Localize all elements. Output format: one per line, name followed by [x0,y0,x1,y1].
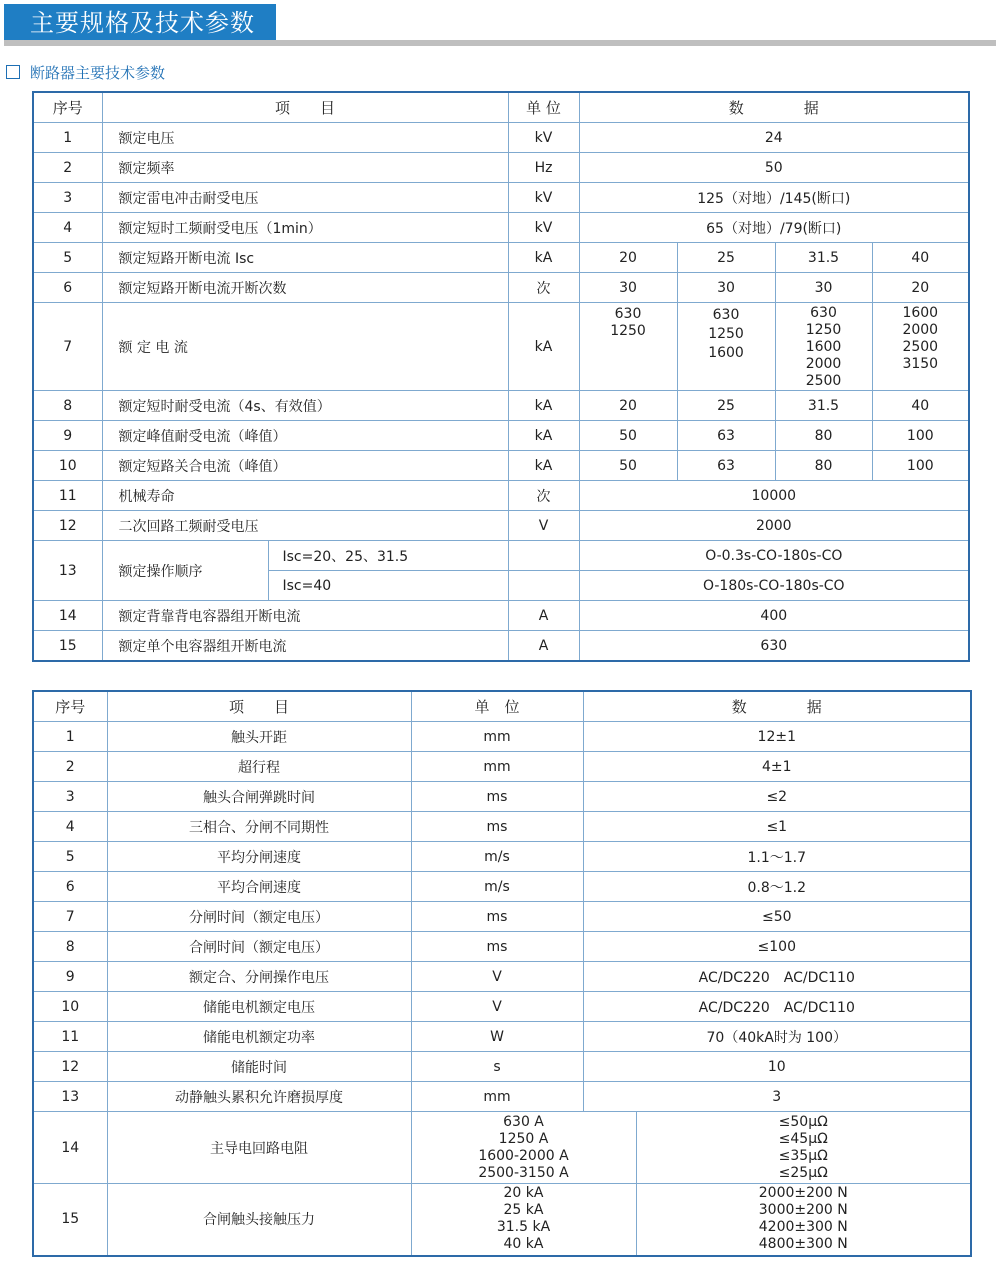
row-unit: mm [411,752,583,782]
row-no: 7 [33,303,102,391]
row-value: 4±1 [583,752,971,782]
row-value: ≤50 [583,902,971,932]
value-line: ≤35μΩ [778,1147,828,1164]
row-item: 额定短路开断电流开断次数 [102,273,508,303]
row-item: 超行程 [107,752,411,782]
value-line: 2500 [805,373,842,389]
value-line: 1250 [708,326,744,342]
row-unit: V [411,992,583,1022]
value-line: 4800±300 N [758,1236,848,1253]
row-unit: kA [508,391,579,421]
row-no: 6 [33,273,102,303]
row-unit: ms [411,902,583,932]
row-value-4: 40 [872,391,969,421]
section-title [6,62,165,84]
row-unit [508,541,579,571]
value-line: 20 kA [503,1185,544,1202]
row-item: 机械寿命 [102,481,508,511]
row-value: 70（40kA时为 100） [583,1022,971,1052]
row-no: 13 [33,541,102,601]
row-unit: kA [508,303,579,391]
value-line: 4200±300 N [758,1219,848,1236]
value-line: ≤25μΩ [778,1164,828,1181]
value-line: 31.5 kA [496,1219,551,1236]
row-value: 0.8～1.2 [583,872,971,902]
header-item: 项 目 [107,691,411,722]
rated-current-col-1 [579,303,677,391]
row-value-4: 100 [872,421,969,451]
header-no: 序号 [33,691,107,722]
row-unit: m/s [411,842,583,872]
row-unit: kV [508,183,579,213]
row-no: 8 [33,932,107,962]
row-value-2: 30 [677,273,775,303]
header-data: 数 据 [583,691,971,722]
row-value: 1.1～1.7 [583,842,971,872]
row-unit: m/s [411,872,583,902]
value-line: 630 [712,307,740,323]
row-value: 50 [579,153,969,183]
row-item: 主导电回路电阻 [107,1112,411,1184]
row-value-3: 31.5 [775,243,872,273]
row-no: 14 [33,1112,107,1184]
row-value-3: 30 [775,273,872,303]
value-line: ≤45μΩ [778,1130,828,1147]
value-line: 2500 [902,339,939,355]
square-bullet-icon [6,65,20,79]
table-row [33,153,969,183]
row-value-1: 50 [579,451,677,481]
row-value: O-0.3s-CO-180s-CO [579,541,969,571]
row-value: 3 [583,1082,971,1112]
row-value: 10000 [579,481,969,511]
rated-current-col-2 [677,303,775,391]
row-value: 65（对地）/79(断口) [579,213,969,243]
row-no: 5 [33,243,102,273]
row-item: 平均分闸速度 [107,842,411,872]
breaker-parameters-table [32,91,970,662]
row-no: 13 [33,1082,107,1112]
table-row [33,213,969,243]
value-line: 3150 [902,356,939,372]
value-line: 1600 [708,345,744,361]
row-item: 额定频率 [102,153,508,183]
row-unit: W [411,1022,583,1052]
row-value-3: 80 [775,451,872,481]
table-row [33,962,971,992]
row-no: 12 [33,511,102,541]
row-item: 储能电机额定电压 [107,992,411,1022]
table-row [33,722,971,752]
title-underline [4,40,996,46]
header-data: 数 据 [579,92,969,123]
table-row [33,812,971,842]
row-item: 触头开距 [107,722,411,752]
row-subitem: Isc=40 [268,571,508,601]
table-row [33,1022,971,1052]
row-item: 合闸触头接触压力 [107,1184,411,1256]
pressure-value-list [636,1184,971,1256]
row-no: 10 [33,992,107,1022]
table-header-row [33,92,969,123]
value-line: 25 kA [503,1202,544,1219]
row-no: 4 [33,213,102,243]
row-value: AC/DC220 AC/DC110 [583,962,971,992]
row-item: 储能电机额定功率 [107,1022,411,1052]
row-unit: 次 [508,273,579,303]
row-item: 额定合、分闸操作电压 [107,962,411,992]
row-no: 9 [33,421,102,451]
table-row [33,123,969,153]
row-item: 额定短路开断电流 Isc [102,243,508,273]
row-value: 10 [583,1052,971,1082]
row-item: 额定背靠背电容器组开断电流 [102,601,508,631]
row-no: 14 [33,601,102,631]
value-line: 1600 [902,305,939,321]
row-item: 合闸时间（额定电压） [107,932,411,962]
row-value: ≤2 [583,782,971,812]
row-no: 2 [33,153,102,183]
row-value: O-180s-CO-180s-CO [579,571,969,601]
row-value-3: 80 [775,421,872,451]
row-value-1: 30 [579,273,677,303]
row-value: ≤100 [583,932,971,962]
row-value: 24 [579,123,969,153]
row-value: 630 [579,631,969,662]
table-row [33,932,971,962]
pressure-current-list [411,1184,636,1256]
row-value-4: 100 [872,451,969,481]
row-no: 12 [33,1052,107,1082]
header-item: 项 目 [102,92,508,123]
row-unit: mm [411,722,583,752]
row-value-2: 25 [677,243,775,273]
value-line: 1600-2000 A [478,1147,569,1164]
table-row [33,992,971,1022]
value-line: 2500-3150 A [478,1164,569,1181]
row-item: 额定雷电冲击耐受电压 [102,183,508,213]
value-line: 40 kA [503,1236,544,1253]
value-line: ≤50μΩ [778,1113,828,1130]
value-line: 1600 [805,339,842,355]
row-no: 11 [33,481,102,511]
table-row [33,243,969,273]
row-value: AC/DC220 AC/DC110 [583,992,971,1022]
row-unit: ms [411,782,583,812]
rated-current-col-4 [872,303,969,391]
row-value-3: 31.5 [775,391,872,421]
row-item: 三相合、分闸不同期性 [107,812,411,842]
row-item: 额定峰值耐受电流（峰值） [102,421,508,451]
row-value: 125（对地）/145(断口) [579,183,969,213]
page-title: 主要规格及技术参数 [4,4,276,42]
table-row [33,303,969,391]
row-unit: kV [508,123,579,153]
row-unit: s [411,1052,583,1082]
row-value-4: 40 [872,243,969,273]
value-line: 630 [614,306,642,322]
table-row [33,183,969,213]
row-no: 3 [33,183,102,213]
row-no: 5 [33,842,107,872]
row-item: 分闸时间（额定电压） [107,902,411,932]
row-unit: V [411,962,583,992]
row-no: 6 [33,872,107,902]
value-line: 630 A [503,1113,544,1130]
row-no: 15 [33,1184,107,1256]
table-row [33,902,971,932]
row-item: 额定短时工频耐受电压（1min） [102,213,508,243]
table-row [33,511,969,541]
row-unit: 次 [508,481,579,511]
row-item: 动静触头累积允许磨损厚度 [107,1082,411,1112]
table-row [33,752,971,782]
row-item: 平均合闸速度 [107,872,411,902]
row-value-2: 25 [677,391,775,421]
value-line: 2000 [805,356,842,372]
row-value: ≤1 [583,812,971,842]
row-item: 触头合闸弹跳时间 [107,782,411,812]
value-line: 1250 [610,323,646,339]
row-value-1: 20 [579,243,677,273]
value-line: 2000±200 N [758,1185,848,1202]
header-no: 序号 [33,92,102,123]
row-unit: kA [508,421,579,451]
row-no: 4 [33,812,107,842]
row-unit: ms [411,812,583,842]
row-no: 15 [33,631,102,662]
row-unit: A [508,631,579,662]
table-row [33,1052,971,1082]
mechanical-parameters-table [32,690,972,1257]
row-subitem: Isc=20、25、31.5 [268,541,508,571]
table-row [33,451,969,481]
row-unit: A [508,601,579,631]
row-unit: kA [508,243,579,273]
section-title-text: 断路器主要技术参数 [30,64,166,82]
rated-current-col-3 [775,303,872,391]
row-value: 400 [579,601,969,631]
table-row [33,541,969,571]
row-value-2: 63 [677,421,775,451]
row-item: 额定电压 [102,123,508,153]
row-no: 3 [33,782,107,812]
row-no: 7 [33,902,107,932]
table-row [33,273,969,303]
row-no: 8 [33,391,102,421]
table-row [33,481,969,511]
value-line: 2000 [902,322,939,338]
row-no: 10 [33,451,102,481]
table-row [33,421,969,451]
row-unit: kV [508,213,579,243]
table-row [33,872,971,902]
row-unit: kA [508,451,579,481]
table-row [33,391,969,421]
row-no: 11 [33,1022,107,1052]
row-unit: Hz [508,153,579,183]
header-unit: 单 位 [411,691,583,722]
table-row [33,1082,971,1112]
row-value-1: 50 [579,421,677,451]
table-row [33,842,971,872]
row-item: 额定短路关合电流（峰值） [102,451,508,481]
row-no: 9 [33,962,107,992]
row-value: 2000 [579,511,969,541]
row-item: 额定单个电容器组开断电流 [102,631,508,662]
row-item: 额定操作顺序 [102,541,268,601]
value-line: 1250 [805,322,842,338]
header-unit: 单 位 [508,92,579,123]
row-unit: V [508,511,579,541]
row-value-4: 20 [872,273,969,303]
row-item: 储能时间 [107,1052,411,1082]
table-row [33,782,971,812]
table-row [33,601,969,631]
resistance-current-list [411,1112,636,1184]
value-line: 630 [810,305,837,321]
table-row [33,1184,971,1256]
value-line: 1250 A [498,1130,549,1147]
row-no: 2 [33,752,107,782]
row-unit [508,571,579,601]
row-unit: ms [411,932,583,962]
row-item: 额 定 电 流 [102,303,508,391]
row-unit: mm [411,1082,583,1112]
row-value-1: 20 [579,391,677,421]
value-line: 3000±200 N [758,1202,848,1219]
row-no: 1 [33,722,107,752]
table-header-row [33,691,971,722]
table-row [33,1112,971,1184]
row-value-2: 63 [677,451,775,481]
row-item: 额定短时耐受电流（4s、有效值） [102,391,508,421]
resistance-value-list [636,1112,971,1184]
row-item: 二次回路工频耐受电压 [102,511,508,541]
table-row [33,631,969,662]
row-no: 1 [33,123,102,153]
row-value: 12±1 [583,722,971,752]
